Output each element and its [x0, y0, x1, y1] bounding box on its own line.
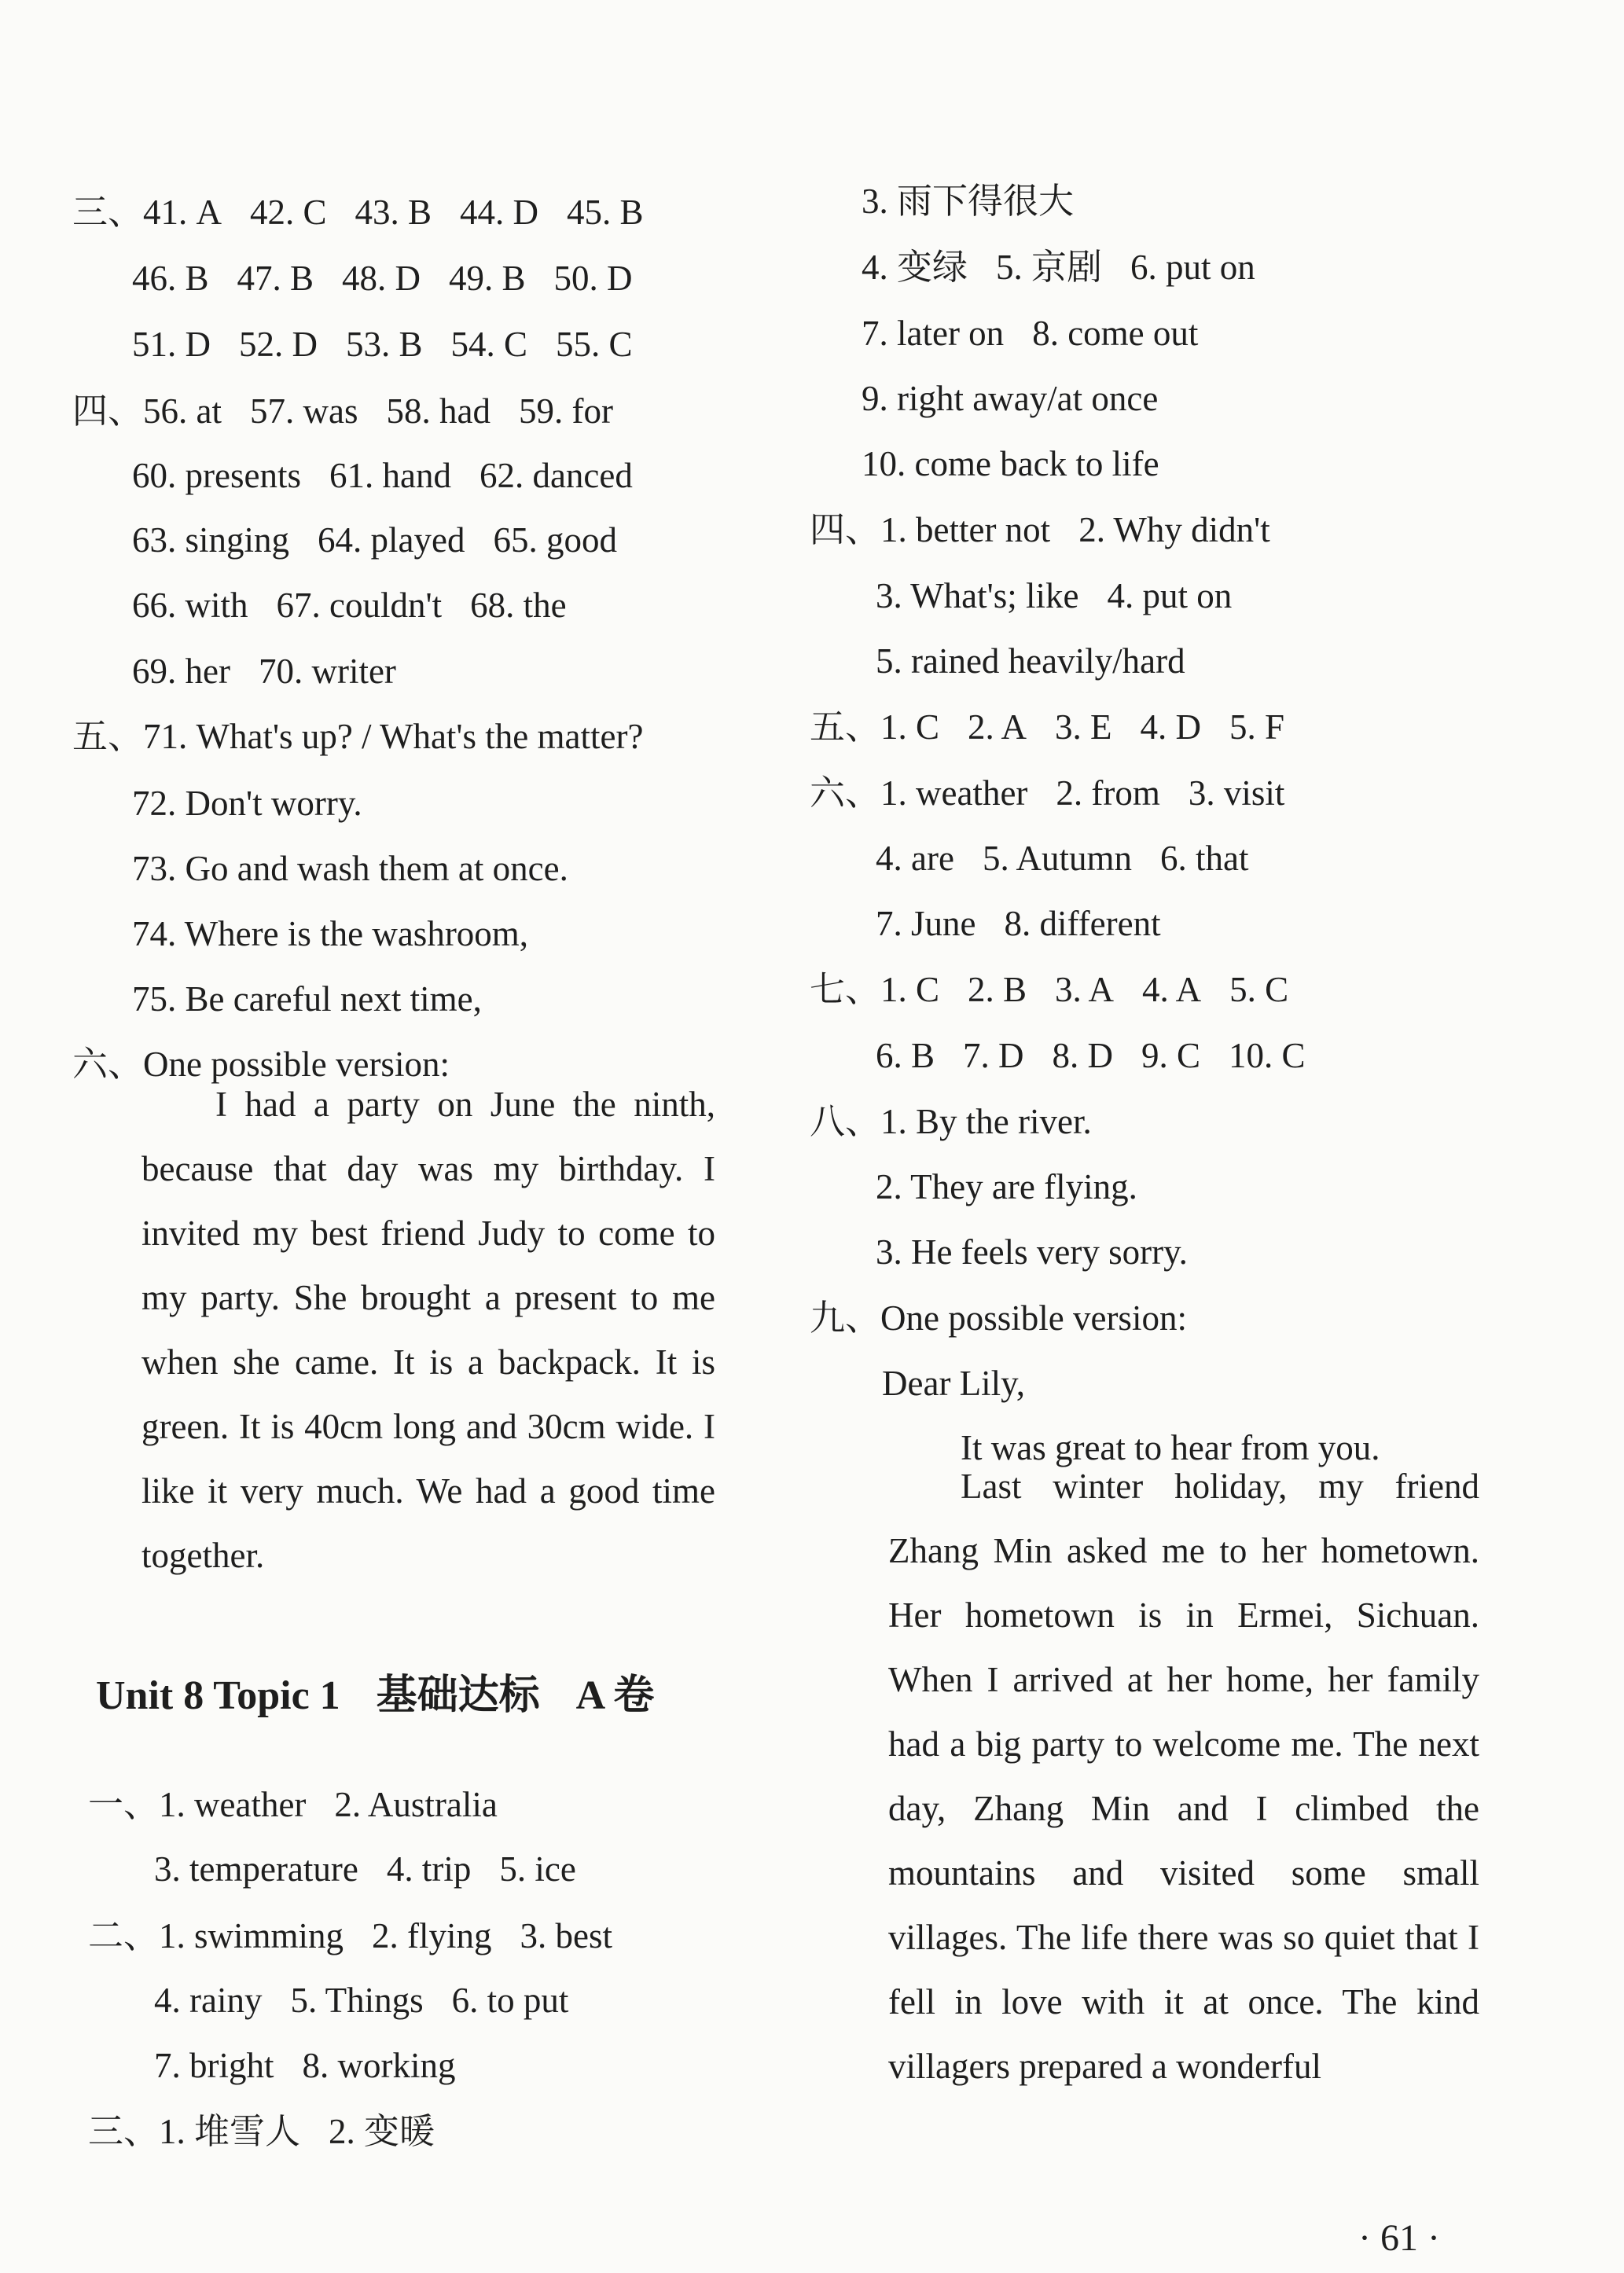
- answer-item: 8. come out: [1032, 314, 1199, 353]
- answer-item: 7. bright: [154, 2046, 274, 2085]
- right-line-12: [876, 898, 1161, 949]
- heading-part: Unit 8 Topic 1: [96, 1673, 340, 1718]
- left-line-13: [132, 974, 482, 1024]
- right-line-4: [862, 373, 1158, 424]
- answer-item: 46. B: [132, 259, 209, 298]
- answer-item: 8. working: [302, 2046, 456, 2085]
- right-line-10: [810, 768, 1284, 818]
- right-line-11: [876, 833, 1248, 883]
- left-line-9: [72, 711, 643, 762]
- left-line-4: [72, 386, 613, 436]
- answer-item: 一、1. weather: [88, 1785, 307, 1824]
- answer-item: 63. singing: [132, 520, 290, 560]
- answer-item: 52. D: [239, 325, 318, 364]
- right-line-15: [810, 1096, 1092, 1147]
- right-line-19: [882, 1358, 1025, 1408]
- answer-item: 70. writer: [258, 652, 396, 691]
- answer-item: 57. was: [249, 391, 358, 431]
- answer-item: 4. are: [876, 839, 954, 878]
- answer-item: 3. E: [1055, 707, 1112, 747]
- right-line-7: [876, 571, 1232, 621]
- answer-item: 73. Go and wash them at once.: [132, 849, 568, 888]
- heading-part: 基础达标: [376, 1673, 540, 1718]
- answer-item: 3. What's; like: [876, 576, 1079, 615]
- page-number: · 61 ·: [1358, 2217, 1440, 2259]
- left-after-line-4: [154, 1975, 568, 2025]
- answer-item: 四、56. at: [72, 391, 222, 431]
- answer-item: 59. for: [518, 391, 613, 431]
- answer-item: 2. Australia: [334, 1785, 498, 1824]
- answer-item: 六、One possible version:: [72, 1045, 450, 1084]
- letter-body: Last winter holiday, my friend Zhang Min asked me to her hometown. Her hometown is in Ermei, Sichuan. When I arrived at her home, her family had a big party to welcome me. The next day, Zhang Min and I climbed the mountains and visited some small villages. The life there was so quiet that I fell in love with it at once. The kind villagers prepared a wonderful: [888, 1467, 1479, 2086]
- answer-item: 6. to put: [451, 1981, 569, 2020]
- answer-item: 50. D: [553, 259, 633, 298]
- answer-item: 8. D: [1052, 1036, 1114, 1075]
- answer-item: 75. Be careful next time,: [132, 979, 482, 1019]
- answer-item: 4. D: [1140, 707, 1202, 747]
- left-after-line-5: [154, 2040, 456, 2091]
- heading-part: A 卷: [575, 1673, 655, 1718]
- right-line-14: [876, 1030, 1306, 1081]
- answer-item: 6. that: [1159, 839, 1249, 878]
- answer-item: Dear Lily,: [882, 1364, 1025, 1403]
- right-line-9: [810, 702, 1284, 752]
- answer-item: 67. couldn't: [276, 586, 443, 625]
- answer-item: 10. C: [1229, 1036, 1306, 1075]
- answer-item: 64. played: [318, 520, 465, 560]
- answer-item: 5. F: [1229, 707, 1285, 747]
- answer-item: 9. right away/at once: [862, 379, 1159, 418]
- answer-item: 7. D: [963, 1036, 1024, 1075]
- left-line-5: [132, 450, 633, 501]
- left-line-3: [132, 319, 633, 369]
- answer-item: 2. flying: [372, 1916, 492, 1955]
- left-line-2: [132, 253, 633, 303]
- answer-item: 2. 变暖: [329, 2112, 435, 2151]
- answer-item: 58. had: [386, 391, 491, 431]
- answer-item: 5. 京剧: [996, 248, 1103, 287]
- answer-item: 九、One possible version:: [810, 1298, 1187, 1338]
- answer-item: 8. different: [1004, 904, 1161, 943]
- answer-item: 45. B: [567, 193, 644, 232]
- right-line-2: [862, 242, 1255, 292]
- left-after-line-3: [88, 1911, 612, 1961]
- right-line-18: [810, 1293, 1187, 1343]
- party-essay: I had a party on June the ninth, because that day was my birthday. I invited my best friend Judy to come to my party. She brought a present to me when she came. It is a backpack. It is green. It is 40cm long and 30cm wide. I like it very much. We had a good time together.: [141, 1085, 715, 1575]
- left-line-7: [132, 580, 567, 630]
- answer-item: 2. They are flying.: [876, 1167, 1137, 1206]
- answer-item: 68. the: [470, 586, 567, 625]
- right-line-1: [862, 176, 1074, 226]
- answer-item: 3. best: [520, 1916, 613, 1955]
- answer-item: 2. from: [1056, 773, 1160, 813]
- answer-item: 4. rainy: [154, 1981, 263, 2020]
- answer-item: 10. come back to life: [862, 444, 1159, 483]
- answer-item: 八、1. By the river.: [810, 1102, 1092, 1141]
- answer-item: 四、1. better not: [810, 510, 1051, 549]
- answer-item: 3. 雨下得很大: [862, 182, 1075, 221]
- answer-item: 二、1. swimming: [88, 1916, 344, 1955]
- answer-item: 49. B: [449, 259, 526, 298]
- answer-item: 2. Why didn't: [1078, 510, 1270, 549]
- right-line-16: [876, 1162, 1137, 1212]
- answer-item: 三、41. A: [72, 193, 222, 232]
- answer-item: 44. D: [460, 193, 539, 232]
- left-line-1: [72, 187, 644, 237]
- answer-item: 五、71. What's up? / What's the matter?: [72, 717, 644, 756]
- answer-item: 43. B: [355, 193, 432, 232]
- answer-item: 4. A: [1142, 970, 1202, 1009]
- answer-item: 60. presents: [132, 456, 301, 495]
- answer-item: 7. later on: [862, 314, 1005, 353]
- answer-item: 7. June: [876, 904, 976, 943]
- answer-item: It was great to hear from you.: [961, 1428, 1380, 1467]
- answer-item: 51. D: [132, 325, 211, 364]
- left-line-11: [132, 843, 568, 894]
- answer-item: 3. temperature: [154, 1849, 358, 1889]
- answer-item: 6. put on: [1130, 248, 1255, 287]
- right-line-6: [810, 505, 1270, 555]
- left-line-8: [132, 646, 396, 696]
- answer-item: 4. trip: [386, 1849, 472, 1889]
- answer-item: 47. B: [237, 259, 314, 298]
- answer-item: 62. danced: [479, 456, 633, 495]
- left-after-line-1: [88, 1779, 498, 1830]
- answer-item: 5. rained heavily/hard: [876, 641, 1185, 681]
- right-line-3: [862, 308, 1198, 358]
- answer-item: 53. B: [346, 325, 423, 364]
- left-line-6: [132, 515, 617, 565]
- answer-item: 六、1. weather: [810, 773, 1028, 813]
- answer-item: 3. visit: [1188, 773, 1285, 813]
- answer-item: 5. Autumn: [982, 839, 1132, 878]
- answer-item: 4. put on: [1107, 576, 1233, 615]
- right-line-13: [810, 964, 1288, 1015]
- left-line-10: [132, 778, 362, 828]
- answer-item: 48. D: [342, 259, 421, 298]
- answer-item: 5. ice: [499, 1849, 576, 1889]
- answer-item: 七、1. C: [810, 970, 940, 1009]
- answer-item: 5. Things: [290, 1981, 424, 2020]
- answer-item: 74. Where is the washroom,: [132, 914, 529, 953]
- section-heading: [96, 1665, 654, 1728]
- answer-item: 55. C: [556, 325, 633, 364]
- answer-item: 9. C: [1141, 1036, 1201, 1075]
- answer-item: 5. C: [1229, 970, 1289, 1009]
- answer-item: 65. good: [493, 520, 617, 560]
- right-line-5: [862, 439, 1159, 489]
- answer-item: 61. hand: [329, 456, 451, 495]
- left-line-12: [132, 909, 528, 959]
- left-after-line-2: [154, 1844, 576, 1894]
- answer-item: 69. her: [132, 652, 230, 691]
- answer-item: 五、1. C: [810, 707, 940, 747]
- answer-item: 3. A: [1055, 970, 1115, 1009]
- answer-item: 4. 变绿: [862, 248, 968, 287]
- right-line-17: [876, 1227, 1188, 1277]
- answer-item: 54. C: [450, 325, 528, 364]
- answer-item: 72. Don't worry.: [132, 784, 362, 823]
- answer-item: 66. with: [132, 586, 248, 625]
- answer-item: 2. A: [968, 707, 1027, 747]
- answer-item: 3. He feels very sorry.: [876, 1232, 1188, 1272]
- left-after-line-6: [88, 2106, 435, 2157]
- answer-item: 三、1. 堆雪人: [88, 2112, 301, 2151]
- answer-item: 2. B: [968, 970, 1027, 1009]
- right-line-8: [876, 636, 1185, 686]
- answer-item: 6. B: [876, 1036, 935, 1075]
- answer-item: 42. C: [250, 193, 327, 232]
